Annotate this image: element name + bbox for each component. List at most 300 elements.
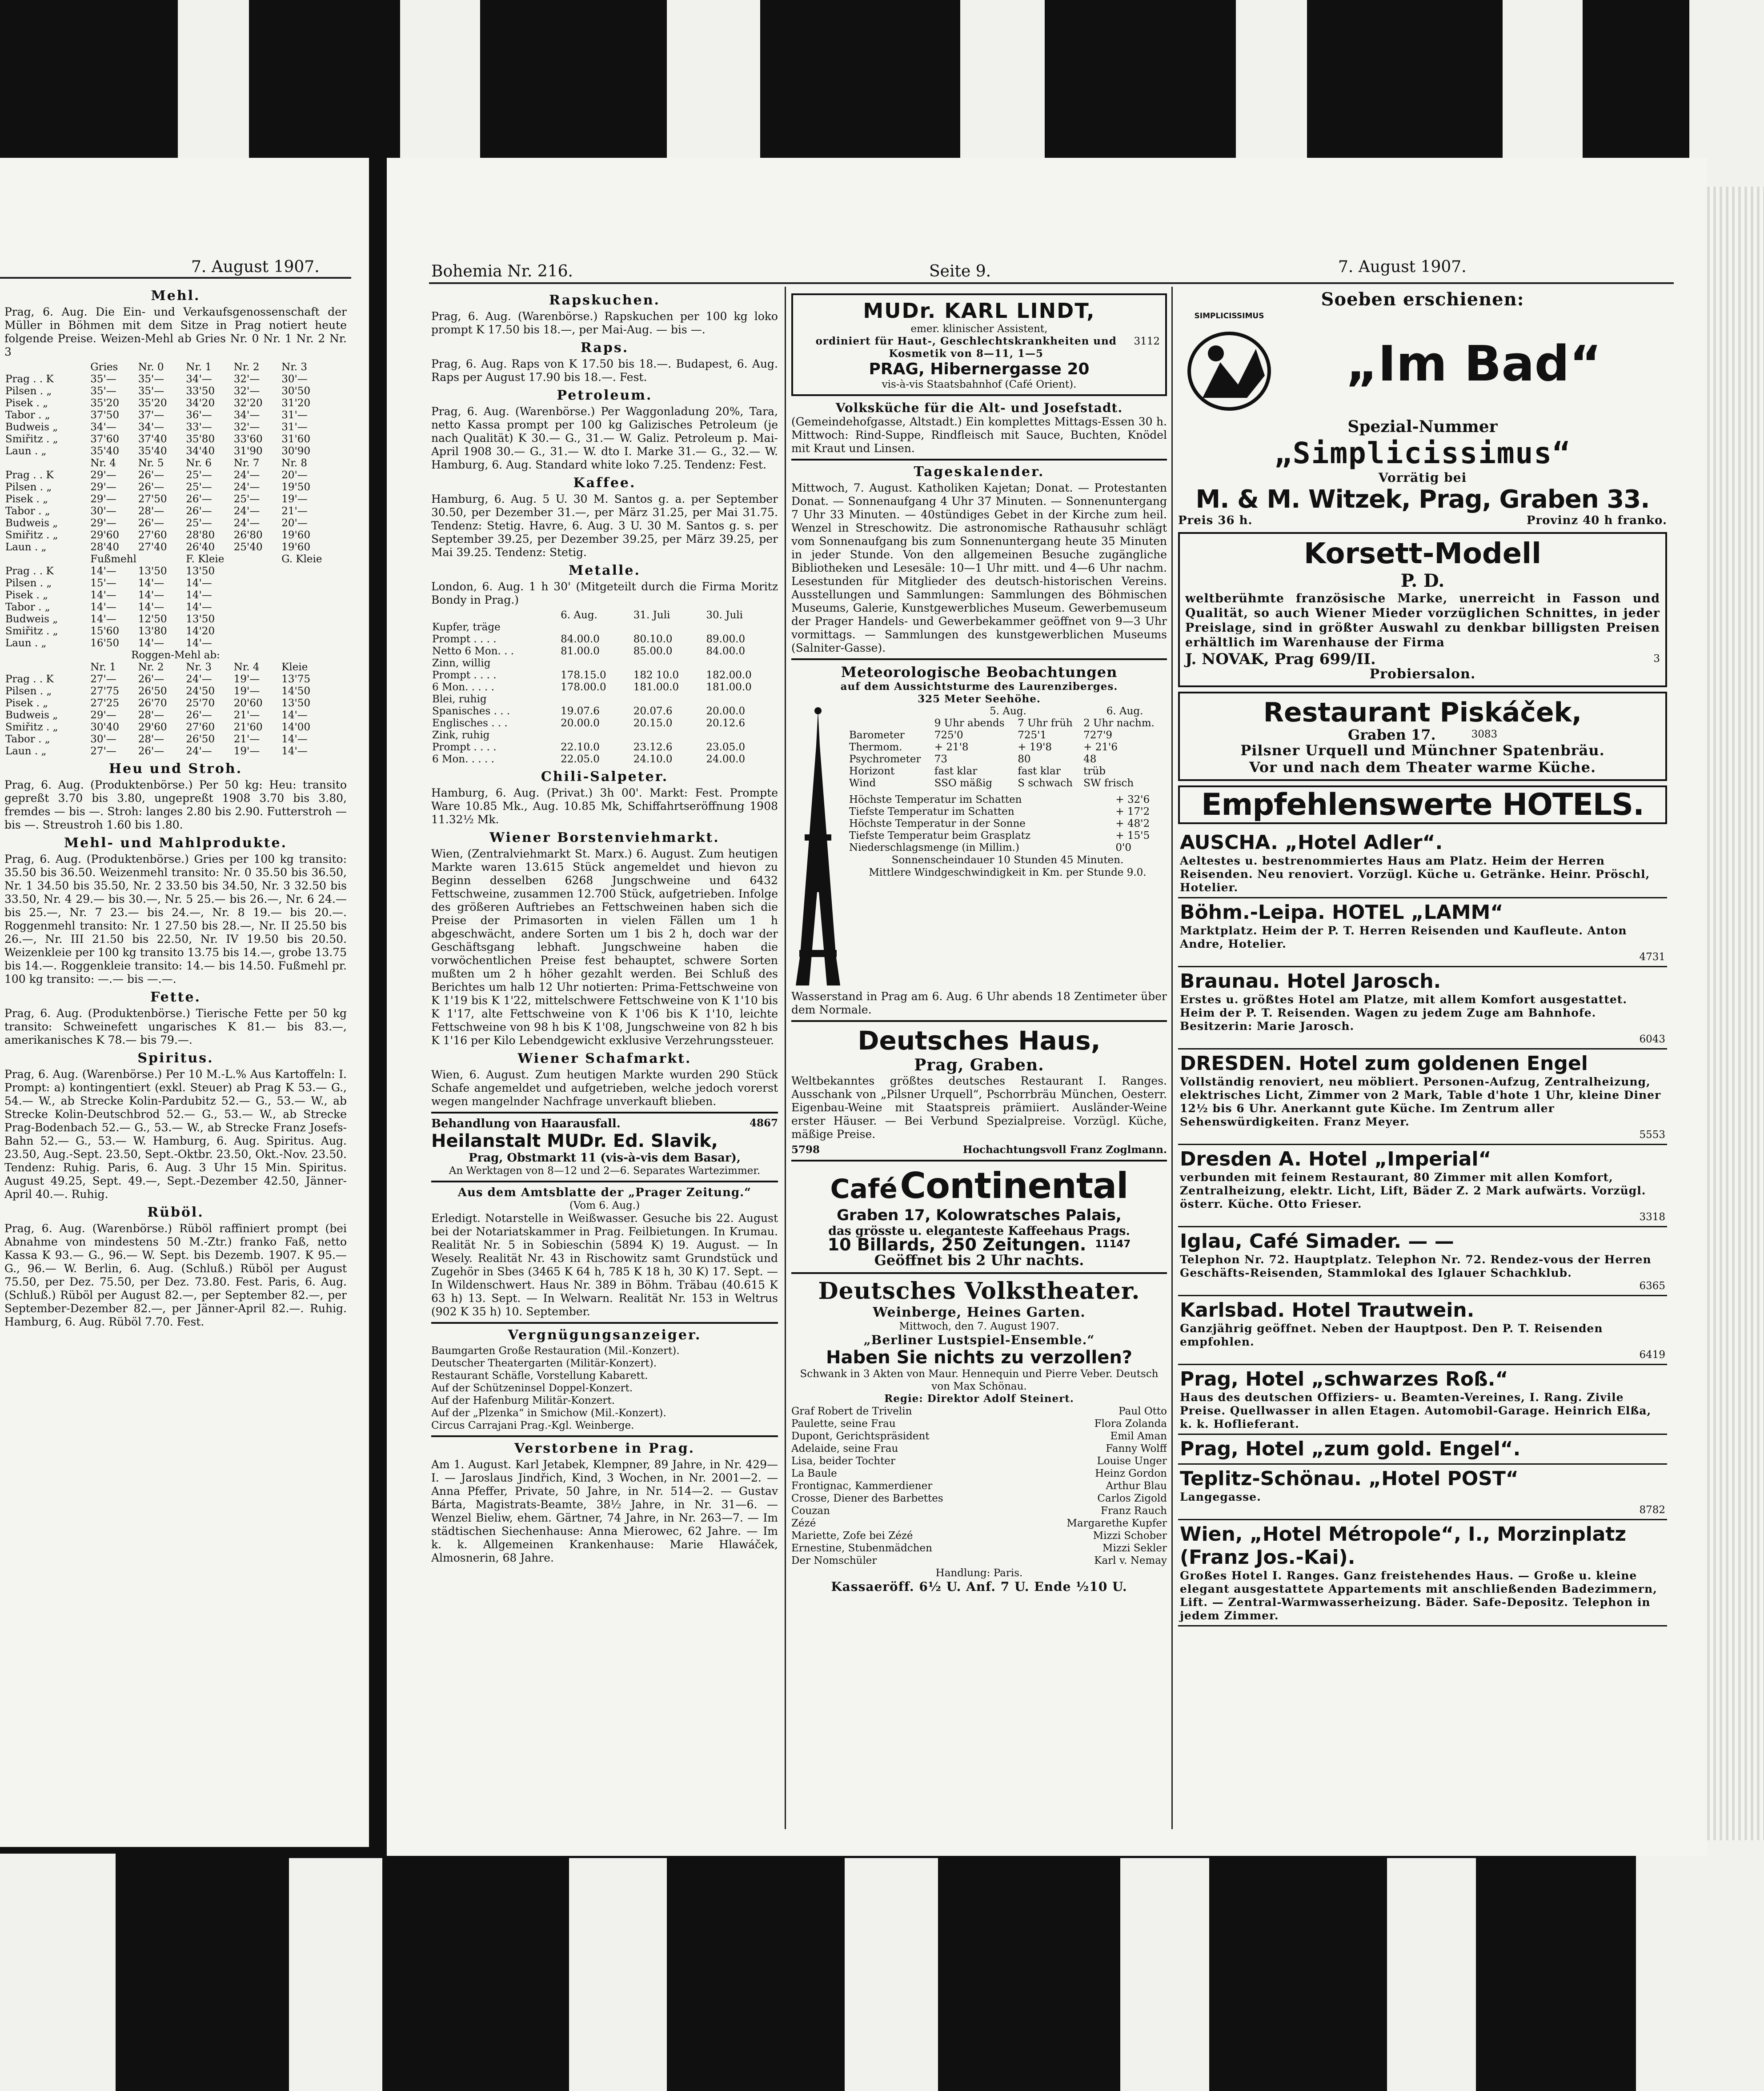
table-cell: [705, 621, 778, 633]
issue-date: 7. August 1907.: [1338, 258, 1467, 276]
table-cell: Gries: [90, 361, 118, 373]
table-header-row: [4, 553, 347, 565]
table-cell: 19'—: [233, 673, 260, 685]
table-row: [4, 421, 347, 433]
table-row: [4, 625, 347, 637]
table-row: [4, 733, 347, 745]
ad-salon: Probiersalon.: [1369, 666, 1476, 682]
table-cell: 48: [1083, 753, 1097, 765]
table-cell: Englisches . . .: [432, 717, 508, 729]
section-title: Rapskuchen.: [549, 292, 660, 308]
ad-number: 4867: [749, 1117, 778, 1129]
table-cell: 31'90: [233, 445, 263, 457]
table-cell: 26'—: [138, 469, 164, 481]
section-text: Prag, 6. Aug. (Produktenbörse.) Per 50 kg: Heu: transito gepreßt 3.70 bis 3.80, ungepreßt 1908 3.70 bis 3.80, fremdes — bis —. Stroh: langes 2.80 bis 2.90. Futterstroh — bis —. Streustroh 1.60 bis 1.80.: [4, 778, 347, 831]
left-page: [0, 158, 369, 1847]
table-cell: Nr. 7: [233, 457, 260, 469]
table-cell: [560, 729, 633, 741]
section-title: Chili-Salpeter.: [541, 769, 669, 785]
table-cell: Laun . „: [5, 541, 47, 553]
table-row: [4, 613, 347, 625]
hotel-entry: [1178, 1050, 1667, 1145]
table-cell: 34'—: [90, 421, 116, 433]
table-cell: 13'75: [281, 673, 311, 685]
table-row: [848, 765, 1167, 777]
table-cell: 14'—: [138, 589, 164, 601]
hotel-name: Wien, „Hotel Métropole“, I., Morzinplatz (Franz Jos.-Kai).: [1180, 1523, 1627, 1569]
cafe-continental-ad: [791, 1165, 1167, 1269]
table-header-row: [431, 609, 778, 621]
table-cell: [4, 553, 89, 565]
section-title: Metalle.: [569, 563, 641, 578]
header-rule: [429, 282, 1674, 284]
table-cell: Wind: [849, 777, 876, 789]
table-cell: 35'40: [138, 445, 167, 457]
table-cell: 14'—: [90, 601, 116, 613]
column-rule: [1171, 287, 1173, 1829]
volkskueche-title: Volksküche für die Alt- und Josefstadt.: [835, 401, 1123, 415]
table-cell: 30'90: [281, 445, 311, 457]
divider: [431, 1435, 778, 1437]
doctor-hours: ordiniert für Haut-, Geschlechtskrankheiten und Kosmetik von 8—11, 1—5: [815, 335, 1117, 360]
table-row: [431, 645, 778, 657]
table-cell: Smiřitz . „: [5, 625, 58, 637]
hotel-name: AUSCHA. „Hotel Adler“.: [1180, 831, 1443, 854]
ad-title: Korsett-Modell: [1304, 537, 1541, 570]
section-title: Spiritus.: [137, 1050, 214, 1066]
section-title: Wiener Schafmarkt.: [517, 1051, 692, 1066]
table-cell: [633, 693, 706, 705]
cast-row: [791, 1442, 1167, 1455]
background-stripe: [1236, 0, 1307, 160]
table-cell: 14'—: [90, 565, 116, 577]
cast-list: [791, 1405, 1167, 1567]
ad-title: Restaurant Piskáček,: [1263, 697, 1582, 728]
table-cell: 25'—: [186, 481, 212, 493]
table-cell: Laun . „: [5, 445, 47, 457]
hotel-name: DRESDEN. Hotel zum goldenen Engel: [1180, 1052, 1588, 1075]
amtsblatt-text: Erledigt. Notarstelle in Weißwasser. Gesuche bis 22. August bei der Notariatskammer in Prag. Feilbietungen. In Krumau. Realität Nr. 5 in Sobieschin (5894 K) 19. August. — In Wesely. Realität Nr. 43 in Rischowitz samt Grundstück und Zugehör in Sbes (3465 K 64 h, 785 K 18 h, 30 K) 17. Sept. — In Wildenschwert. Haus Nr. 389 in Böhm. Träbau (40.615 K 63 h) 13. Sept. — In Welwarn. Realität Nr. 153 in Weltrus (902 K 35 h) 10. September.: [431, 1212, 778, 1318]
list-item: Restaurant Schäfle, Vorstellung Kabarett.: [431, 1370, 648, 1382]
column-1: [431, 289, 778, 1827]
table-cell: + 21'8: [934, 741, 969, 753]
cast-row: [791, 1505, 1167, 1517]
table-cell: 35'40: [90, 445, 120, 457]
ad-hours: An Werktagen von 8—12 und 2—6. Separates Wartezimmer.: [449, 1165, 761, 1177]
ad-number: 3: [1653, 653, 1660, 665]
table-cell: Pisek . „: [5, 397, 48, 409]
table-cell: 26'—: [138, 481, 164, 493]
table-cell: Prompt . . . .: [432, 633, 497, 645]
ad-number: 5798: [791, 1144, 820, 1156]
table-cell: Nr. 3: [281, 361, 308, 373]
table-cell: Zink, ruhig: [432, 729, 490, 741]
divider: [791, 459, 1167, 461]
hotel-text: Großes Hotel I. Ranges. Ganz freistehendes Haus. — Große u. kleine elegant ausgestattete Appartements mit anschließenden Badezimmern, Lift. — Zentral-Warmwasserheizung. Bäder. Safe-Depositz. Telephon in jedem Zimmer.: [1180, 1569, 1657, 1622]
table-cell: 14'—: [281, 733, 308, 745]
table-cell: 27'25: [90, 697, 120, 709]
table-cell: trüb: [1083, 765, 1106, 777]
table-cell: 24'—: [233, 517, 260, 529]
hotel-text: Telephon Nr. 72. Hauptplatz. Telephon Nr. 72. Rendez-vous der Herren Geschäfts-Reisenden, Stammlokal des Iglauer Schachklub.: [1180, 1253, 1652, 1279]
hotel-list: [1178, 829, 1667, 1626]
amtsblatt-title: Aus dem Amtsblatte der „Prager Zeitung.“: [457, 1186, 752, 1199]
table-cell: fast klar: [1018, 765, 1061, 777]
ad-address: Prag, Obstmarkt 11 (vis-à-vis dem Basar),: [469, 1151, 741, 1165]
section-title: Rüböl.: [147, 1205, 204, 1220]
table-cell: [560, 657, 633, 669]
ad-opening-hours: Geöffnet bis 2 Uhr nachts.: [874, 1252, 1084, 1269]
cast-role: Dupont, Gerichtspräsident: [791, 1430, 930, 1442]
table-cell: 30'—: [90, 733, 116, 745]
table-cell: 23.05.0: [706, 741, 746, 753]
table-cell: Nr. 2: [138, 661, 164, 673]
meteo-subtitle: auf dem Aussichtsturme des Laurenziberges.: [840, 681, 1118, 693]
cast-role: Crosse, Diener des Barbettes: [791, 1493, 943, 1504]
cast-actor: Flora Zolanda: [1094, 1418, 1167, 1430]
section-title: Wiener Borstenviehmarkt.: [489, 830, 720, 845]
ad-signature: Hochachtungsvoll Franz Zoglmann.: [962, 1144, 1167, 1156]
table-cell: 6. Aug.: [1106, 705, 1143, 717]
background-stripe: [845, 1858, 938, 2091]
table-row: [4, 385, 347, 397]
cast-actor: Franz Rauch: [1101, 1505, 1167, 1517]
table-cell: Nr. 5: [138, 457, 164, 469]
table-cell: F. Kleie: [186, 553, 225, 565]
cast-row: [791, 1418, 1167, 1430]
simplicissimus-logo-text: SIMPLICISSIMUS: [1194, 312, 1264, 320]
table-cell: [633, 621, 706, 633]
section-text: Prag, 6. Aug. (Produktenbörse.) Gries per 100 kg transito: 35.50 bis 36.50. Weizenmehl transito: Nr. 0 35.50 bis 36.50, Nr. 1 34.50 bis 35.50, Nr. 2 33.50 bis 34.50, Nr. 3 32.50 bis 33.50, Nr. 4 29.— bis 30.—, Nr. 5 25.— bis 26.—, Nr. 6 24.— bis 25.—, Nr. 7 23.— bis 24.—, Nr. 8 19.— bis 20.—. Roggenmehl transito: Nr. 1 27.50 bis 28.—, Nr. II 25.50 bis 26.—, Nr. III 21.50 bis 22.50, Nr. IV 19.50 bis 20.50. Weizenkleie per 100 kg transito 13.75 bis 14.—, grobe 13.75 bis 14.—. Roggenkleie transito: 14.— bis 14.50. Fußmehl pr. 100 kg transito: —.— bis —.—.: [4, 853, 347, 985]
table-row: [848, 794, 1167, 806]
ad-number: 3318: [1639, 1211, 1665, 1223]
price: Preis 36 h.: [1178, 514, 1253, 527]
cast-row: [791, 1542, 1167, 1554]
table-row: [848, 830, 1167, 842]
table-cell: 37'60: [90, 433, 120, 445]
hotel-text: verbunden mit feinem Restaurant, 80 Zimmer mit allen Komfort, Zentralheizung, elektr. Licht, Lift, Bäder Z. 2 Mark aufwärts. Vorzügl. österr. Küche. Otto Frieser.: [1180, 1171, 1646, 1210]
section-text: Prag, 6. Aug. (Warenbörse.) Rapskuchen per 100 kg loko prompt K 17.50 bis 18.—, per Mai-Aug. — bis —.: [431, 310, 778, 336]
table-cell: 181.00.0: [706, 681, 752, 693]
table-cell: 30. Juli: [706, 609, 743, 621]
seller-name: M. & M. Witzek, Prag, Graben 33.: [1195, 485, 1650, 514]
table-cell: Pisek . „: [5, 589, 48, 601]
table-cell: 26'80: [233, 529, 263, 541]
table-cell: Tiefste Temperatur beim Grasplatz: [849, 830, 1031, 841]
ad-subtitle: Prag, Graben.: [914, 1056, 1044, 1074]
table-cell: 25'70: [186, 697, 215, 709]
section-text: Prag, 6. Aug. Die Ein- und Verkaufsgenossenschaft der Müller in Böhmen mit dem Sitze in Prag notiert heute folgende Preise. Weizen-Mehl ab Gries Nr. 0 Nr. 1 Nr. 2 Nr. 3: [4, 305, 347, 358]
ad-address: Graben 17.: [1347, 726, 1436, 743]
table-row: [4, 685, 347, 697]
table-cell: Spanisches . . .: [432, 705, 510, 717]
tageskalender-title: Tageskalender.: [914, 464, 1045, 480]
table-cell: Zinn, willig: [432, 657, 491, 669]
hotel-name: Böhm.-Leipa. HOTEL „LAMM“: [1180, 901, 1503, 924]
section-text: Prag, 6. Aug. Raps von K 17.50 bis 18.—. Budapest, 6. Aug. Raps per August 17.90 bis 18.—. Fest.: [431, 357, 778, 384]
table-row: [431, 717, 778, 729]
background-stripe: [1387, 1858, 1476, 2091]
ad-subtitle: P. D.: [1400, 570, 1445, 591]
table-row: [431, 669, 778, 681]
section-text: Hamburg, 6. Aug. 5 U. 30 M. Santos g. a. per September 30.50, per Dezember 31.—, per März 31.25, per Mai 31.75. Tendenz: Stetig. Havre, 6. Aug. 3 U. 30 M. Santos g. s. per September 39.25, per Dezember 39.25, per März 39.25, per Mai 39.25. Tendenz: Stetig.: [431, 493, 778, 559]
table-cell: 32'—: [233, 373, 260, 385]
deutsches-haus-ad: [791, 1025, 1167, 1156]
table-cell: 34'—: [233, 409, 260, 421]
table-cell: + 19'8: [1018, 741, 1052, 753]
vergnuegung-title: Vergnügungsanzeiger.: [508, 1327, 702, 1343]
background-stripe: [400, 0, 480, 160]
cast-role: Frontignac, Kammerdiener: [791, 1480, 933, 1492]
divider: [791, 1160, 1167, 1162]
page-edge: [1707, 187, 1764, 1840]
table-cell: 34'20: [186, 397, 215, 409]
table-cell: 5. Aug.: [990, 705, 1026, 717]
table-row: [4, 505, 347, 517]
hotel-entry: [1178, 898, 1667, 967]
table-row: [431, 729, 778, 741]
table-cell: + 21'6: [1083, 741, 1118, 753]
metals-table: [431, 609, 778, 765]
section-title: Mehl.: [151, 288, 200, 304]
table-cell: Prompt . . . .: [432, 741, 497, 753]
list-item: Auf der Schützeninsel Doppel-Konzert.: [431, 1382, 633, 1394]
magazine-name: „Simplicissimus“: [1274, 436, 1571, 470]
table-cell: Smiřitz . „: [5, 721, 58, 733]
table-cell: Pilsen . „: [5, 577, 52, 589]
table-cell: 14'—: [90, 613, 116, 625]
table-cell: 35'20: [90, 397, 120, 409]
table-cell: 35'—: [138, 373, 164, 385]
background-stripe: [289, 1858, 382, 2091]
table-cell: 31'—: [281, 421, 308, 433]
cast-role: Ernestine, Stubenmädchen: [791, 1542, 932, 1554]
cast-role: Adelaide, seine Frau: [791, 1443, 898, 1454]
table-cell: 36'—: [186, 409, 212, 421]
divider: [431, 1181, 778, 1182]
table-cell: 16'50: [90, 637, 120, 649]
cast-row: [791, 1530, 1167, 1542]
table-row: [4, 517, 347, 529]
divider: [791, 1020, 1167, 1022]
cast-role: La Baule: [791, 1468, 837, 1479]
table-row: [4, 745, 347, 757]
hotel-entry: [1178, 967, 1667, 1050]
table-row: [4, 469, 347, 481]
list-item: Auf der Hafenburg Militär-Konzert.: [431, 1395, 615, 1406]
table-cell: 29'—: [90, 469, 116, 481]
table-cell: Nr. 1: [186, 361, 212, 373]
hotel-name: Braunau. Hotel Jarosch.: [1180, 970, 1441, 993]
ad-number: 6365: [1639, 1280, 1665, 1292]
ad-number: 5553: [1639, 1129, 1665, 1141]
table-cell: 19'50: [281, 481, 311, 493]
table-cell: 27'75: [90, 685, 120, 697]
verstorbene-text: Am 1. August. Karl Jetabek, Klempner, 89 Jahre, in Nr. 429—I. — Jaroslaus Jindřich, Kind, 3 Wochen, in Nr. 2001—2. — Anna Pfeffer, Private, 50 Jahre, in Nr. 514—2. — Gustav Bárta, Magistrats-Beamte, 38½ Jahre, in Nr. 31—6. — Wenzel Bieliw, ehem. Gärtner, 74 Jahre, in Nr. 263—7. — Im städtischen Siechenhause: Anna Mierowec, 62 Jahre. — Im k. k. Allgemeinen Krankenhause: Marie Hlawáček, Almosnerin, 68 Jahre.: [431, 1458, 778, 1564]
doctor-title: emer. klinischer Assistent,: [910, 323, 1048, 335]
table-cell: Prag . . K: [5, 469, 54, 481]
meteo-box: [791, 664, 1167, 1017]
table-cell: 14'—: [186, 589, 212, 601]
table-cell: [848, 705, 934, 717]
divider: [791, 1272, 1167, 1274]
cast-actor: Heinz Gordon: [1095, 1468, 1167, 1479]
table-cell: 34'—: [138, 421, 164, 433]
korsett-ad: [1178, 532, 1667, 687]
table-cell: Budweis „: [5, 421, 58, 433]
section-title: Fette.: [150, 989, 201, 1005]
table-cell: 37'40: [138, 433, 167, 445]
table-row: [848, 729, 1167, 741]
table-row: [431, 657, 778, 669]
table-row: [4, 409, 347, 421]
table-cell: 19'—: [233, 745, 260, 757]
table-cell: 31'20: [281, 397, 311, 409]
table-cell: 24'—: [186, 745, 212, 757]
table-cell: 14'—: [281, 709, 308, 721]
cast-row: [791, 1480, 1167, 1492]
table-cell: 30'—: [90, 505, 116, 517]
table-cell: 81.00.0: [561, 645, 600, 657]
cast-role: Graf Robert de Trivelin: [791, 1406, 912, 1417]
table-cell: 23.12.6: [633, 741, 673, 753]
table-cell: 7 Uhr früh: [1018, 717, 1073, 729]
table-cell: 28'—: [138, 709, 164, 721]
table-cell: 30'—: [281, 373, 308, 385]
doctor-name: MUDr. KARL LINDT,: [863, 299, 1095, 323]
section-title: Mehl- und Mahlprodukte.: [64, 835, 288, 851]
theater-regie: Regie: Direktor Adolf Steinert.: [884, 1393, 1074, 1405]
table-cell: 178.00.0: [561, 681, 606, 693]
table-cell: 25'—: [233, 493, 260, 505]
meteo-sunshine: Sonnenscheindauer 10 Stunden 45 Minuten.: [891, 854, 1124, 866]
table-row: [431, 633, 778, 645]
special-issue: Spezial-Nummer: [1347, 417, 1498, 436]
table-cell: Prompt . . . .: [432, 669, 497, 681]
table-cell: 24'50: [186, 685, 215, 697]
table-cell: 13'50: [186, 613, 215, 625]
table-row: [4, 493, 347, 505]
table-cell: 26'—: [186, 505, 212, 517]
table-cell: 32'—: [233, 385, 260, 397]
table-row: [848, 777, 1167, 789]
column-3: [1178, 289, 1667, 1827]
meteo-wind: Mittlere Windgeschwindigkeit in Km. per Stunde 9.0.: [869, 867, 1147, 878]
cast-row: [791, 1430, 1167, 1442]
table-cell: 19'60: [281, 541, 311, 553]
table-cell: 2 Uhr nachm.: [1083, 717, 1155, 729]
cast-actor: Mizzi Schober: [1093, 1530, 1167, 1542]
table-cell: 182.00.0: [706, 669, 752, 681]
table-row: [4, 373, 347, 385]
table-row: [431, 753, 778, 765]
table-cell: Roggen-Mehl ab:: [131, 649, 220, 661]
hotel-entry: [1178, 1435, 1667, 1465]
cast-role: Couzan: [791, 1505, 830, 1517]
table-cell: Tabor . „: [5, 505, 50, 517]
table-cell: 80: [1018, 753, 1031, 765]
table-cell: 727'9: [1083, 729, 1113, 741]
cast-row: [791, 1492, 1167, 1505]
table-cell: 725'1: [1018, 729, 1047, 741]
hotel-entry: [1178, 1365, 1667, 1435]
table-cell: 22.05.0: [561, 753, 600, 765]
bulldog-logo-icon: [1180, 322, 1278, 416]
table-cell: 28'—: [138, 733, 164, 745]
table-row: [848, 753, 1167, 765]
table-cell: 73: [934, 753, 947, 765]
table-header-row: [4, 361, 347, 373]
hotel-entry: [1178, 1465, 1667, 1520]
table-cell: 84.00.0: [706, 645, 746, 657]
table-cell: 13'80: [138, 625, 167, 637]
table-cell: 20.12.6: [706, 717, 746, 729]
table-cell: 14'—: [186, 601, 212, 613]
table-cell: [4, 661, 89, 673]
issue-title: „Im Bad“: [1346, 335, 1602, 392]
table-cell: 725'0: [934, 729, 963, 741]
table-row: [431, 741, 778, 753]
cast-row: [791, 1467, 1167, 1480]
table-cell: 24'—: [186, 673, 212, 685]
table-cell: Laun . „: [5, 637, 47, 649]
table-cell: 24'—: [233, 505, 260, 517]
hotel-name: Prag, Hotel „schwarzes Roß.“: [1180, 1368, 1508, 1390]
tageskalender-text: Mittwoch, 7. August. Katholiken Kajetan; Donat. — Protestanten Donat. — Sonnenaufgang 4 Uhr 37 Minuten. — Sonnenuntergang 7 Uhr 33 Minuten. — 40stündiges Gebet in der Kirche zum heil. Wenzel in Streschowitz. Die astronomische Rathausuhr schlägt vom Sonnenaufgang bis zum Sonnenuntergang heute 35 Minuten in jeder Stunde. Von den allgemeinen Besuche zugängliche Bibliotheken und Lesesäle: 10—1 Uhr mitt. und 4—6 Uhr nachm. Lesestunden für Mitglieder des deutsch-historischen Vereins. Ausstellungen und Sammlungen: Sammlungen des Böhmischen Museums, Galerie, Kunstgewerbliches Museum. Gewerbemuseum der Prager Handels- und Gewerbekammer geöffnet von 9—3 Uhr vormittags. — Sammlungen des kunstgewerblichen Museums (Salniter-Gasse).: [791, 481, 1167, 654]
ad-announce: Soeben erschienen:: [1321, 289, 1524, 310]
table-cell: 28'80: [186, 529, 215, 541]
theater-play-desc: Schwank in 3 Akten von Maur. Hennequin und Pierre Veber. Deutsch von Max Schönau.: [800, 1368, 1159, 1392]
background-stripe: [569, 1858, 667, 2091]
table-cell: 9 Uhr abends: [934, 717, 1005, 729]
ad-number: 4731: [1639, 951, 1665, 963]
table-cell: 14'—: [90, 589, 116, 601]
table-cell: 20.07.6: [633, 705, 673, 717]
table-cell: [705, 693, 778, 705]
flour-price-table: [4, 361, 347, 757]
table-cell: Prag . . K: [5, 373, 54, 385]
table-cell: SSO mäßig: [934, 777, 992, 789]
table-cell: 24.10.0: [633, 753, 673, 765]
table-cell: 25'—: [186, 517, 212, 529]
list-item: Deutscher Theatergarten (Militär-Konzert).: [431, 1358, 657, 1369]
table-cell: 15'60: [90, 625, 120, 637]
table-cell: 19.07.6: [561, 705, 600, 717]
hotel-text: Aeltestes u. bestrenommiertes Haus am Platz. Heim der Herren Reisenden. Neu renoviert. Vorzügl. Küche u. Getränke. Heinr. Pröschl, Hotelier.: [1180, 854, 1650, 894]
table-cell: 25'40: [233, 541, 263, 553]
hotel-text: Vollständig renoviert, neu möbliert. Personen-Aufzug, Zentralheizung, elektrisches Licht, Zimmer von 2 Mark, Table d'hote 1 Uhr, kleine Diner 12½ bis 6 Uhr. Anerkannt gute Küche. Im Zentrum aller Sehenswürdigkeiten. Franz Meyer.: [1180, 1075, 1661, 1128]
table-cell: 37'50: [90, 409, 120, 421]
table-cell: Nr. 6: [186, 457, 212, 469]
meteo-footer: Wasserstand in Prag am 6. Aug. 6 Uhr abends 18 Zentimeter über dem Normale.: [791, 990, 1167, 1016]
table-cell: Pisek . „: [5, 697, 48, 709]
divider: [431, 1112, 778, 1114]
table-cell: + 48'2: [1115, 818, 1150, 829]
table-cell: 35'—: [90, 385, 116, 397]
table-cell: 20'—: [281, 469, 308, 481]
table-cell: 14'—: [281, 745, 308, 757]
table-row: [4, 397, 347, 409]
table-row: [4, 445, 347, 457]
table-cell: 28'40: [90, 541, 120, 553]
volkstheater-ad: [791, 1278, 1167, 1594]
cast-actor: Emil Aman: [1110, 1430, 1167, 1442]
ad-description: das grösste u. eleganteste Kaffeehaus Prags.: [828, 1224, 1130, 1238]
table-row: [4, 565, 347, 577]
table-cell: Smiřitz . „: [5, 529, 58, 541]
hotel-entry: [1178, 1227, 1667, 1296]
cast-actor: Margarethe Kupfer: [1066, 1518, 1167, 1529]
